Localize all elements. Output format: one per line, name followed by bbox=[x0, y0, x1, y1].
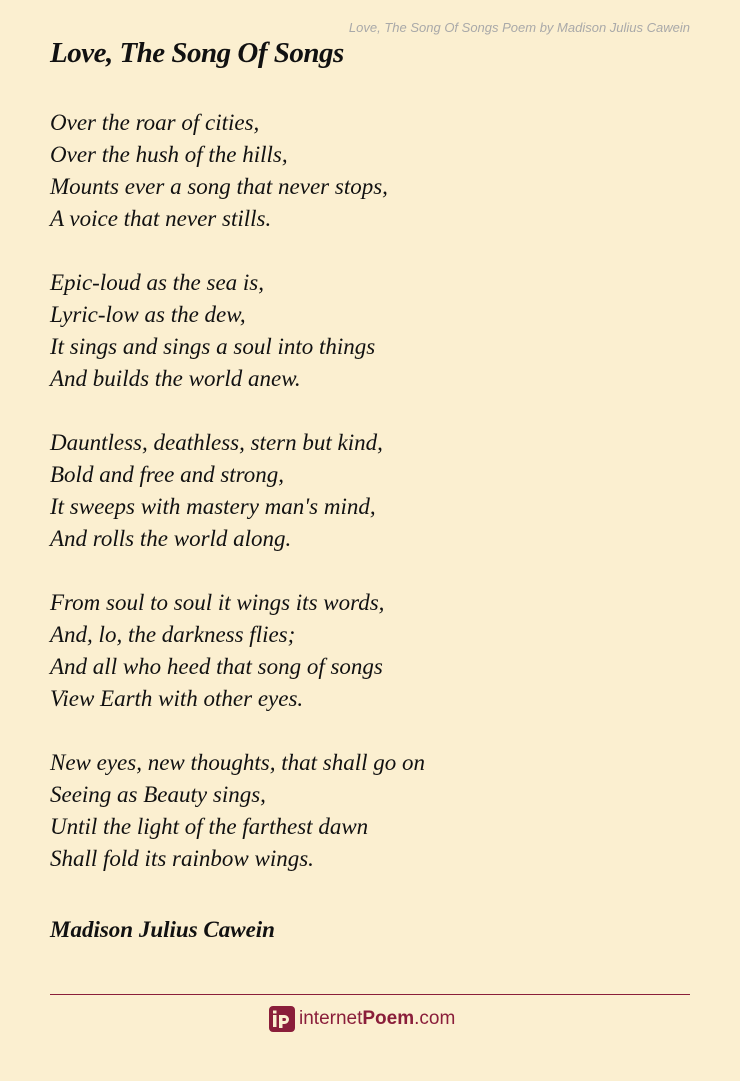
poem-line: A voice that never stills. bbox=[50, 206, 272, 231]
poem-line: And all who heed that song of songs bbox=[50, 654, 383, 679]
poem-line: Lyric-low as the dew, bbox=[50, 302, 246, 327]
stanza-2 bbox=[50, 267, 425, 395]
brand-prefix: internet bbox=[299, 1008, 363, 1029]
poem-line: Until the light of the farthest dawn bbox=[50, 814, 369, 839]
stanza-3 bbox=[50, 427, 425, 555]
poem-title: Love, The Song Of Songs bbox=[50, 37, 344, 69]
stanza-4 bbox=[50, 587, 425, 715]
poem-line: Shall fold its rainbow wings. bbox=[50, 846, 314, 871]
poem-line: Dauntless, deathless, stern but kind, bbox=[50, 430, 383, 455]
poem-line: And builds the world anew. bbox=[50, 366, 301, 391]
internetpoem-logo-icon bbox=[269, 1006, 295, 1032]
footer-divider bbox=[50, 994, 690, 995]
brand-suffix: .com bbox=[414, 1008, 456, 1029]
poem-line: It sweeps with mastery man's mind, bbox=[50, 494, 376, 519]
poem-line: View Earth with other eyes. bbox=[50, 686, 304, 711]
poem-line: Bold and free and strong, bbox=[50, 462, 285, 487]
poem-line: And, lo, the darkness flies; bbox=[50, 622, 296, 647]
stanza-1 bbox=[50, 107, 425, 235]
poem-body bbox=[50, 107, 425, 907]
brand-bold: Poem bbox=[362, 1008, 415, 1029]
poem-line: Epic-loud as the sea is, bbox=[50, 270, 264, 295]
poem-line: New eyes, new thoughts, that shall go on bbox=[50, 750, 426, 775]
poem-author: Madison Julius Cawein bbox=[50, 917, 275, 942]
poem-line: Seeing as Beauty sings, bbox=[50, 782, 266, 807]
poem-line: Mounts ever a song that never stops, bbox=[50, 174, 388, 199]
stanza-5 bbox=[50, 747, 425, 875]
poem-line: Over the roar of cities, bbox=[50, 110, 260, 135]
footer-brand-link[interactable] bbox=[269, 1006, 455, 1032]
poem-line: It sings and sings a soul into things bbox=[50, 334, 376, 359]
poem-line: Over the hush of the hills, bbox=[50, 142, 288, 167]
header-credit: Love, The Song Of Songs Poem by Madison Julius Cawein bbox=[348, 20, 690, 35]
footer-brand-text bbox=[299, 1008, 455, 1030]
poem-line: And rolls the world along. bbox=[50, 526, 292, 551]
poem-line: From soul to soul it wings its words, bbox=[50, 590, 385, 615]
